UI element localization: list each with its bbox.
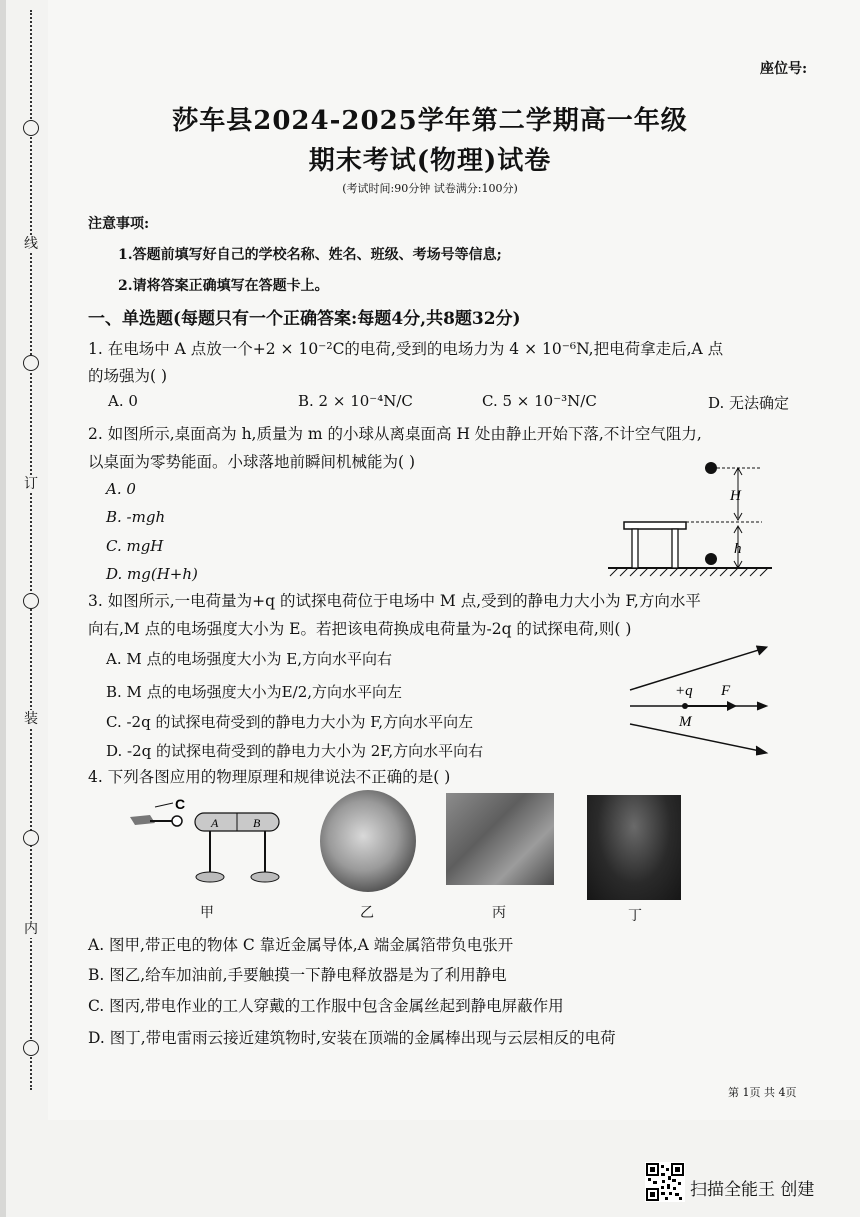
- ball-bottom-icon: [705, 553, 717, 565]
- caption-yi: 乙: [360, 905, 374, 921]
- arrowhead-icon: [757, 702, 767, 710]
- caption-jia: 甲: [200, 905, 214, 921]
- exam-info: (考试时间:90分钟 试卷满分:100分): [342, 182, 518, 195]
- scanner-watermark: 扫描全能王 创建: [690, 1180, 815, 1200]
- qr-code-icon: [645, 1162, 685, 1202]
- photo-yi-static-discharger: [320, 790, 416, 892]
- question-1-option-a: A. 0: [108, 392, 138, 410]
- label-charge: +q: [675, 683, 693, 699]
- notes-heading: 注意事项:: [88, 216, 150, 232]
- binding-mark-line: 线: [24, 236, 38, 252]
- caption-ding: 丁: [628, 908, 642, 924]
- label-C: C: [175, 796, 186, 812]
- question-1-option-d: D. 无法确定: [708, 394, 790, 412]
- question-3-option-d: D. -2q 的试探电荷受到的静电力大小为 2F,方向水平向右: [106, 742, 484, 760]
- question-2-option-c: C. mgH: [106, 537, 164, 555]
- photo-ding-lightning: [587, 795, 681, 900]
- seat-number-label: 座位号:: [760, 61, 808, 77]
- charged-sphere-icon: [172, 816, 182, 826]
- section-heading: 一、单选题(每题只有一个正确答案:每题4分,共8题32分): [88, 309, 521, 329]
- photo-bing-power-workers: [446, 793, 554, 885]
- question-3-option-a: A. M 点的电场强度大小为 E,方向水平向右: [106, 650, 392, 668]
- field-line-top: [630, 648, 765, 690]
- question-2-option-b: B. -mgh: [106, 508, 166, 526]
- question-4-option-b: B. 图乙,给车加油前,手要触摸一下静电释放器是为了利用静电: [88, 966, 507, 984]
- arrowhead-icon: [756, 646, 767, 655]
- label-A: A: [211, 816, 219, 830]
- stand-base: [251, 872, 279, 882]
- question-1-text-cont: 的场强为( ): [88, 367, 168, 385]
- caption-bing: 丙: [492, 905, 506, 921]
- table-ball-figure: [600, 455, 780, 580]
- question-4-text: 4. 下列各图应用的物理原理和规律说法不正确的是( ): [88, 768, 451, 786]
- exam-title-line1: 莎车县2024-2025学年第二学期高一年级: [172, 106, 688, 136]
- exam-title-line2: 期末考试(物理)试卷: [308, 146, 552, 176]
- question-1-option-b: B. 2 × 10⁻⁴N/C: [298, 392, 413, 410]
- label-h: h: [734, 541, 742, 557]
- force-arrowhead-icon: [727, 701, 737, 711]
- notes-item: 2.请将答案正确填写在答题卡上。: [118, 278, 329, 294]
- ball-top-icon: [705, 462, 717, 474]
- stand-base: [196, 872, 224, 882]
- question-4-option-a: A. 图甲,带正电的物体 C 靠近金属导体,A 端金属箔带负电张开: [88, 936, 514, 954]
- question-1-option-c: C. 5 × 10⁻³N/C: [482, 392, 597, 410]
- question-3-text: 3. 如图所示,一电荷量为+q 的试探电荷位于电场中 M 点,受到的静电力大小为 F,方向水平: [88, 592, 701, 610]
- binding-hole-icon: [23, 830, 39, 846]
- binding-hole-icon: [23, 593, 39, 609]
- label-force: F: [721, 683, 731, 699]
- question-3-text-cont: 向右,M 点的电场强度大小为 E。若把该电荷换成电荷量为-2q 的试探电荷,则( ): [88, 620, 632, 638]
- label-B: B: [253, 816, 261, 830]
- label-H: H: [730, 488, 741, 504]
- arrowhead-icon: [756, 746, 767, 755]
- table-shape: [624, 522, 686, 568]
- question-2-text: 2. 如图所示,桌面高为 h,质量为 m 的小球从离桌面高 H 处由静止开始下落,不计空气阻力,: [88, 425, 702, 443]
- question-4-option-c: C. 图丙,带电作业的工人穿戴的工作服中包含金属丝起到静电屏蔽作用: [88, 997, 564, 1015]
- binding-mark-nei: 内: [24, 921, 38, 937]
- question-2-option-d: D. mg(H+h): [106, 565, 198, 583]
- figure-jia-conductor: [125, 795, 300, 895]
- field-line-bottom: [630, 724, 765, 752]
- question-2-text-cont: 以桌面为零势能面。小球落地前瞬间机械能为( ): [88, 453, 416, 471]
- question-3-option-c: C. -2q 的试探电荷受到的静电力大小为 F,方向水平向左: [106, 713, 474, 731]
- binding-hole-icon: [23, 1040, 39, 1056]
- page-number: 第 1页 共 4页: [728, 1086, 797, 1099]
- binding-hole-icon: [23, 355, 39, 371]
- question-3-option-b: B. M 点的电场强度大小为E/2,方向水平向左: [106, 683, 403, 701]
- notes-item: 1.答题前填写好自己的学校名称、姓名、班级、考场号等信息;: [118, 247, 502, 263]
- pointer-line: [155, 803, 173, 807]
- binding-mark-ding: 订: [24, 476, 38, 492]
- electric-field-figure: [625, 640, 775, 760]
- label-point: M: [679, 714, 692, 730]
- ground-hatch: [608, 568, 772, 576]
- question-1-text: 1. 在电场中 A 点放一个+2 × 10⁻²C的电荷,受到的电场力为 4 × 10⁻⁶N,把电荷拿走后,A 点: [88, 340, 724, 358]
- question-4-option-d: D. 图丁,带电雷雨云接近建筑物时,安装在顶端的金属棒出现与云层相反的电荷: [88, 1029, 616, 1047]
- question-2-option-a: A. 0: [106, 480, 136, 498]
- binding-mark-zhuang: 装: [24, 711, 38, 727]
